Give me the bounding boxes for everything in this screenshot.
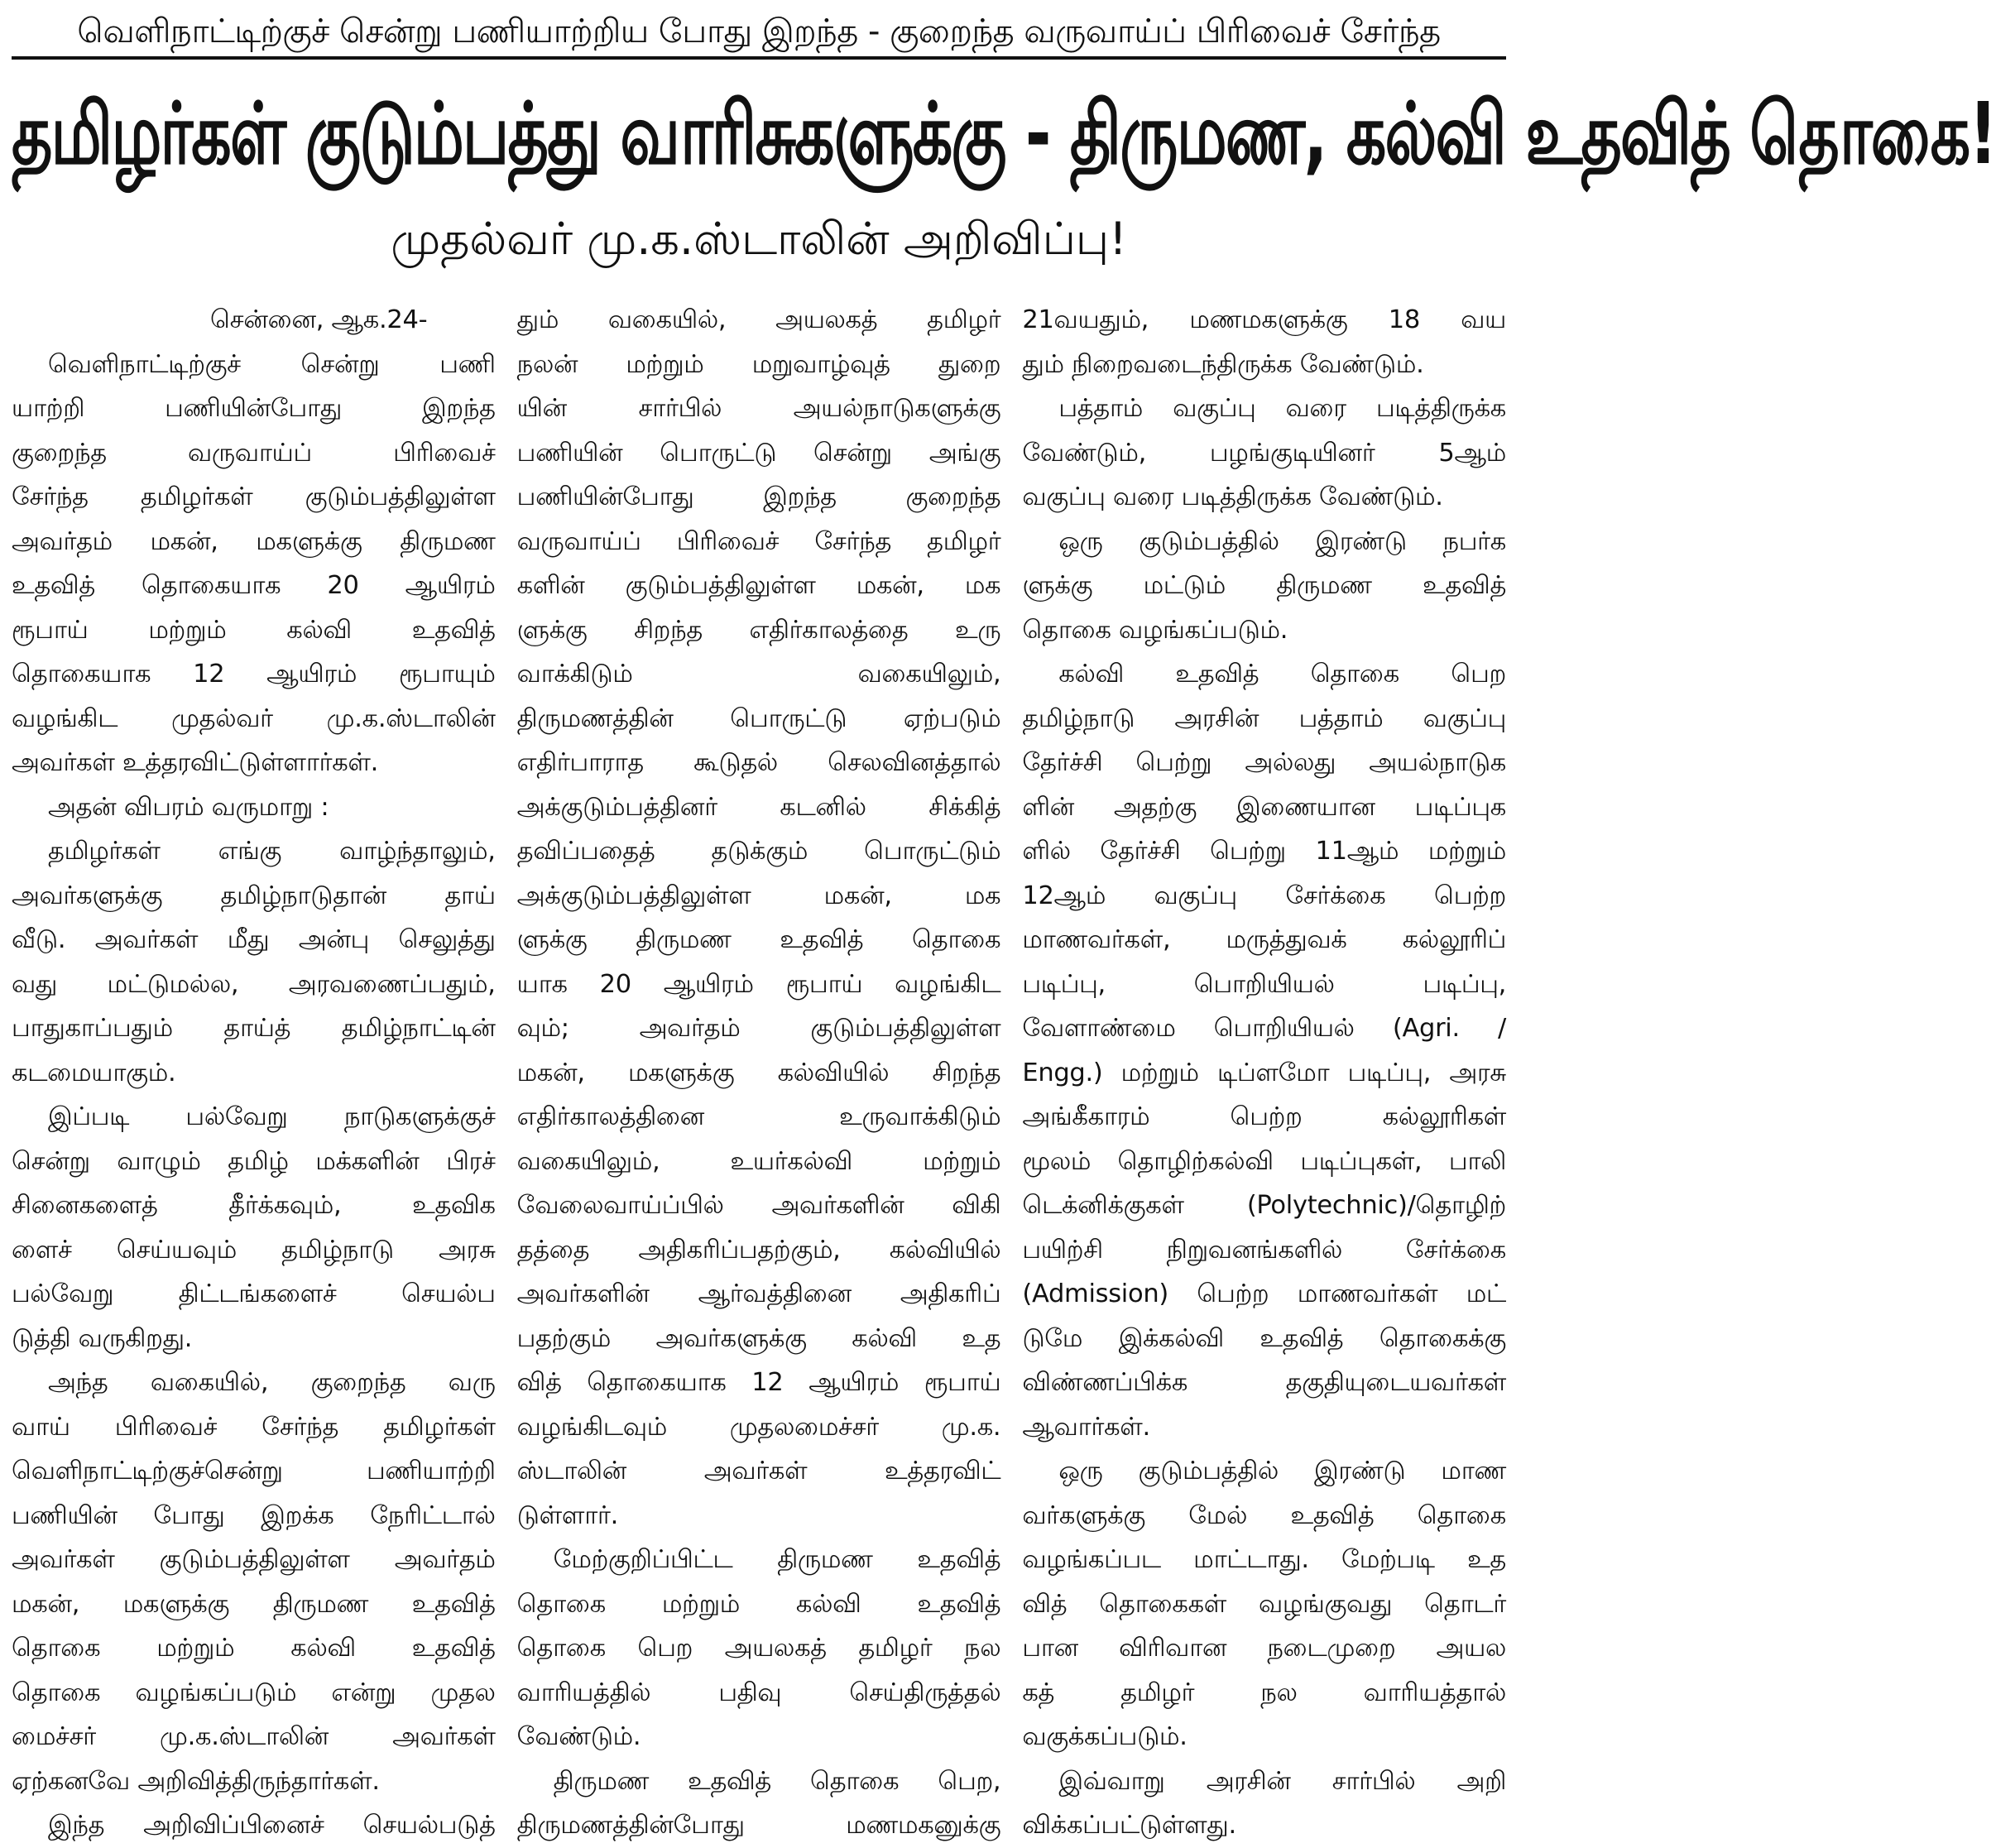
subheadline: முதல்வர் மு.க.ஸ்டாலின் அறிவிப்பு! <box>391 213 1127 265</box>
article-text-line: தும் வகையில், அயலகத் தமிழர் <box>516 305 1001 334</box>
article-text-line: மூலம் தொழிற்கல்வி படிப்புகள், பாலி <box>1022 1146 1507 1176</box>
article-text-line: அவர்தம் மகன், மகளுக்கு திருமண <box>12 526 496 556</box>
article-text-line: வாக்கிடும் வகையிலும், <box>516 660 1001 689</box>
article-text-line: பல்வேறு திட்டங்களைச் செயல்ப <box>12 1279 496 1308</box>
article-text-line: சென்று வாழும் தமிழ் மக்களின் பிரச் <box>12 1146 496 1176</box>
article-text-line: தவிப்பதைத் தடுக்கும் பொருட்டும் <box>516 837 1001 866</box>
article-text-line: களின் குடும்பத்திலுள்ள மகன், மக <box>516 571 1001 600</box>
article-text-line: தமிழர்கள் எங்கு வாழ்ந்தாலும், <box>48 837 496 866</box>
article-text-line: திருமண உதவித் தொகை பெற, <box>553 1766 1001 1796</box>
article-column-3 <box>1022 298 1507 1840</box>
article-text-line: அந்த வகையில், குறைந்த வரு <box>48 1368 496 1397</box>
article-text-line: ஒரு குடும்பத்தில் இரண்டு மாண <box>1058 1457 1507 1486</box>
article-text-line: ஏற்கனவே அறிவித்திருந்தார்கள். <box>12 1766 380 1796</box>
article-text-line: மகன், மகளுக்கு கல்வியில் சிறந்த <box>516 1058 1001 1087</box>
article-text-line: தொகை மற்றும் கல்வி உதவித் <box>12 1634 496 1663</box>
article-text-line: தொகையாக 12 ஆயிரம் ரூபாயும் <box>12 660 496 689</box>
article-text-line: கல்வி உதவித் தொகை பெற <box>1058 660 1507 689</box>
article-text-line: வீடு. அவர்கள் மீது அன்பு செலுத்து <box>12 925 496 954</box>
article-text-line: நலன் மற்றும் மறுவாழ்வுத் துறை <box>516 349 1001 379</box>
article-text-line: வித் தொகைகள் வழங்குவது தொடர் <box>1022 1589 1507 1619</box>
article-text-line: வித் தொகையாக 12 ஆயிரம் ரூபாய் <box>516 1368 1001 1397</box>
article-text-line: ரூபாய் மற்றும் கல்வி உதவித் <box>12 615 496 645</box>
article-text-line: தொகை பெற அயலகத் தமிழர் நல <box>516 1634 1001 1663</box>
article-text-line: திருமணத்தின் பொருட்டு ஏற்படும் <box>516 703 1001 733</box>
article-text-line: 21வயதும், மணமகளுக்கு 18 வய <box>1022 305 1507 334</box>
article-text-line: பணியின் போது இறக்க நேரிட்டால் <box>12 1500 496 1530</box>
article-text-line: பான விரிவான நடைமுறை அயல <box>1022 1634 1507 1663</box>
article-text-line: பதற்கும் அவர்களுக்கு கல்வி உத <box>516 1323 1001 1353</box>
article-text-line: சினைகளைத் தீர்க்கவும், உதவிக <box>12 1191 496 1220</box>
kicker-line: வெளிநாட்டிற்குச் சென்று பணியாற்றிய போது இறந்த - குறைந்த வருவாய்ப் பிரிவைச் சேர்ந்த <box>12 8 1506 60</box>
article-text-line: வாய் பிரிவைச் சேர்ந்த தமிழர்கள் <box>12 1412 496 1442</box>
headline: தமிழர்கள் குடும்பத்து வாரிசுகளுக்கு - திருமண, கல்வி உதவித் தொகை! <box>12 84 1996 184</box>
article-text-line: எதிர்காலத்தினை உருவாக்கிடும் <box>516 1102 1001 1131</box>
article-text-line: பத்தாம் வகுப்பு வரை படித்திருக்க <box>1058 394 1507 423</box>
article-text-line: இந்த அறிவிப்பினைச் செயல்படுத் <box>48 1811 496 1840</box>
article-text-line: வகுக்கப்படும். <box>1022 1722 1188 1751</box>
article-text-line: டுள்ளார். <box>516 1500 619 1530</box>
article-text-line: வெளிநாட்டிற்குச்சென்று பணியாற்றி <box>12 1457 496 1486</box>
article-text-line: வும்; அவர்தம் குடும்பத்திலுள்ள <box>516 1014 1001 1043</box>
article-text-line: கடமையாகும். <box>12 1058 176 1087</box>
article-text-line: குறைந்த வருவாய்ப் பிரிவைச் <box>12 438 496 468</box>
article-text-line: யாக 20 ஆயிரம் ரூபாய் வழங்கிட <box>516 969 1001 999</box>
article-text-line: ளின் அதற்கு இணையான படிப்புக <box>1022 792 1507 822</box>
article-text-line: யாற்றி பணியின்போது இறந்த <box>12 394 496 423</box>
article-text-line: தொகை வழங்கப்படும் என்று முதல <box>12 1678 496 1707</box>
article-text-line: வகையிலும், உயர்கல்வி மற்றும் <box>516 1146 1001 1176</box>
article-text-line: அங்கீகாரம் பெற்ற கல்லூரிகள் <box>1022 1102 1507 1131</box>
article-text-line: அவர்களின் ஆர்வத்தினை அதிகரிப் <box>516 1279 1001 1308</box>
article-text-line: ஸ்டாலின் அவர்கள் உத்தரவிட் <box>516 1457 1001 1486</box>
article-text-line: வர்களுக்கு மேல் உதவித் தொகை <box>1022 1500 1507 1530</box>
article-text-line: மாணவர்கள், மருத்துவக் கல்லூரிப் <box>1022 925 1507 954</box>
article-text-line: விண்ணப்பிக்க தகுதியுடையவர்கள் <box>1022 1368 1507 1397</box>
article-text-line: டுமே இக்கல்வி உதவித் தொகைக்கு <box>1022 1323 1507 1353</box>
article-text-line: ளுக்கு சிறந்த எதிர்காலத்தை உரு <box>516 615 1001 645</box>
article-text-line: ளைச் செய்யவும் தமிழ்நாடு அரசு <box>12 1235 496 1265</box>
article-text-line: பணியின்போது இறந்த குறைந்த <box>516 482 1001 511</box>
article-text-line: வழங்கப்பட மாட்டாது. மேற்படி உத <box>1022 1545 1507 1574</box>
article-text-line: ளில் தேர்ச்சி பெற்று 11ஆம் மற்றும் <box>1022 837 1507 866</box>
article-text-line: அதன் விபரம் வருமாறு : <box>48 792 329 822</box>
article-text-line: அவர்கள் குடும்பத்திலுள்ள அவர்தம் <box>12 1545 496 1574</box>
article-text-line: விக்கப்பட்டுள்ளது. <box>1022 1811 1236 1840</box>
article-column-2 <box>516 298 1001 1840</box>
article-text-line: சேர்ந்த தமிழர்கள் குடும்பத்திலுள்ள <box>12 482 496 511</box>
article-text-line: திருமணத்தின்போது மணமகனுக்கு <box>516 1811 1001 1840</box>
article-text-line: வேலைவாய்ப்பில் அவர்களின் விகி <box>516 1191 1001 1220</box>
article-text-line: தேர்ச்சி பெற்று அல்லது அயல்நாடுக <box>1022 748 1507 777</box>
article-text-line: ஆவார்கள். <box>1022 1412 1150 1442</box>
article-text-line: வழங்கிட முதல்வர் மு.க.ஸ்டாலின் <box>12 703 496 733</box>
article-text-line: டுத்தி வருகிறது. <box>12 1323 193 1353</box>
article-text-line: வருவாய்ப் பிரிவைச் சேர்ந்த தமிழர் <box>516 526 1001 556</box>
article-text-line: தொகை மற்றும் கல்வி உதவித் <box>516 1589 1001 1619</box>
article-text-line: உதவித் தொகையாக 20 ஆயிரம் <box>12 571 496 600</box>
article-text-line: மகன், மகளுக்கு திருமண உதவித் <box>12 1589 496 1619</box>
article-text-line: தத்தை அதிகரிப்பதற்கும், கல்வியில் <box>516 1235 1001 1265</box>
article-text-line: டெக்னிக்குகள் (Polytechnic)/தொழிற் <box>1022 1191 1507 1220</box>
article-text-line: அவர்களுக்கு தமிழ்நாடுதான் தாய் <box>12 881 496 910</box>
article-text-line: அக்குடும்பத்திலுள்ள மகன், மக <box>516 881 1001 910</box>
article-text-line: 12ஆம் வகுப்பு சேர்க்கை பெற்ற <box>1022 881 1507 910</box>
article-text-line: அக்குடும்பத்தினர் கடனில் சிக்கித் <box>516 792 1001 822</box>
article-text-line: எதிர்பாராத கூடுதல் செலவினத்தால் <box>516 748 1001 777</box>
article-columns <box>12 298 1507 1840</box>
article-text-line: வது மட்டுமல்ல, அரவணைப்பதும், <box>12 969 496 999</box>
article-text-line: தொகை வழங்கப்படும். <box>1022 615 1288 645</box>
article-text-line: மைச்சர் மு.க.ஸ்டாலின் அவர்கள் <box>12 1722 496 1751</box>
article-text-line: மேற்குறிப்பிட்ட திருமண உதவித் <box>553 1545 1001 1574</box>
article-text-line: பயிற்சி நிறுவனங்களில் சேர்க்கை <box>1022 1235 1507 1265</box>
article-text-line: வேளாண்மை பொறியியல் (Agri. / <box>1022 1014 1507 1043</box>
article-text-line: பணியின் பொருட்டு சென்று அங்கு <box>516 438 1001 468</box>
article-text-line: சென்னை, ஆக.24- <box>210 305 428 334</box>
article-text-line: வேண்டும். <box>516 1722 641 1751</box>
article-text-line: படிப்பு, பொறியியல் படிப்பு, <box>1022 969 1507 999</box>
article-text-line: (Admission) பெற்ற மாணவர்கள் மட் <box>1022 1279 1507 1308</box>
article-text-line: தமிழ்நாடு அரசின் பத்தாம் வகுப்பு <box>1022 703 1507 733</box>
article-text-line: Engg.) மற்றும் டிப்ளமோ படிப்பு, அரசு <box>1022 1058 1507 1087</box>
article-text-line: ளுக்கு திருமண உதவித் தொகை <box>516 925 1001 954</box>
article-text-line: கத் தமிழர் நல வாரியத்தால் <box>1022 1678 1507 1707</box>
article-text-line: தும் நிறைவடைந்திருக்க வேண்டும். <box>1022 349 1424 379</box>
article-text-line: வேண்டும், பழங்குடியினர் 5ஆம் <box>1022 438 1507 468</box>
article-text-line: வாரியத்தில் பதிவு செய்திருத்தல் <box>516 1678 1001 1707</box>
article-text-line: இவ்வாறு அரசின் சார்பில் அறி <box>1058 1766 1507 1796</box>
article-text-line: அவர்கள் உத்தரவிட்டுள்ளார்கள். <box>12 748 379 777</box>
article-column-1 <box>12 298 496 1840</box>
article-text-line: இப்படி பல்வேறு நாடுகளுக்குச் <box>48 1102 496 1131</box>
article-text-line: வழங்கிடவும் முதலமைச்சர் மு.க. <box>516 1412 1001 1442</box>
article-text-line: வகுப்பு வரை படித்திருக்க வேண்டும். <box>1022 482 1443 511</box>
article-text-line: பாதுகாப்பதும் தாய்த் தமிழ்நாட்டின் <box>12 1014 496 1043</box>
article-text-line: யின் சார்பில் அயல்நாடுகளுக்கு <box>516 394 1001 423</box>
article-text-line: வெளிநாட்டிற்குச் சென்று பணி <box>48 349 496 379</box>
article-text-line: ளுக்கு மட்டும் திருமண உதவித் <box>1022 571 1507 600</box>
article-text-line: ஒரு குடும்பத்தில் இரண்டு நபர்க <box>1058 526 1507 556</box>
